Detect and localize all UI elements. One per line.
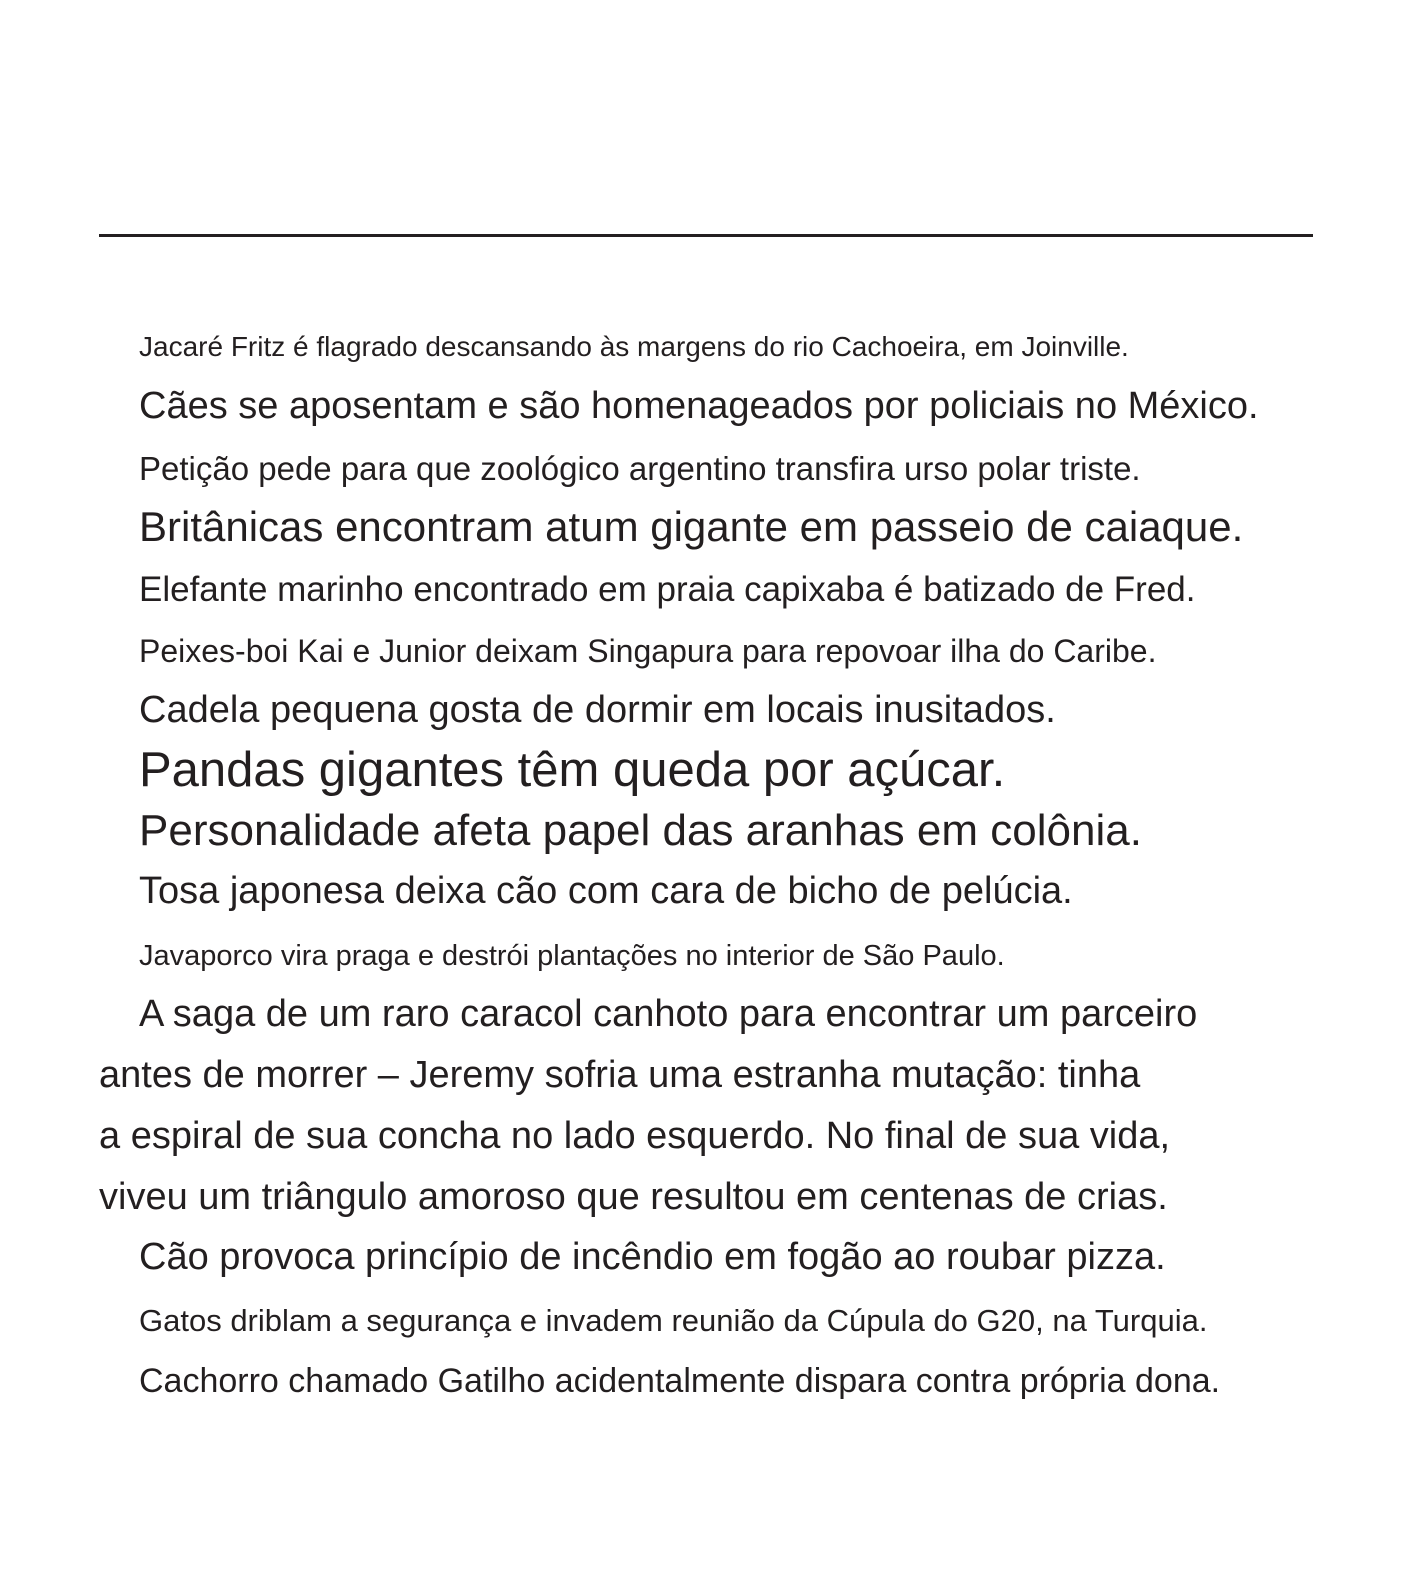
headline-cadela: Cadela pequena gosta de dormir em locais inusitados. — [139, 689, 1056, 731]
headline-tosa: Tosa japonesa deixa cão com cara de bicho de pelúcia. — [139, 870, 1073, 912]
headline-britanicas: Britânicas encontram atum gigante em passeio de caiaque. — [139, 503, 1244, 550]
paragraph-line: a espiral de sua concha no lado esquerdo. No final de sua vida, — [99, 1115, 1171, 1157]
paragraph-line: antes de morrer – Jeremy sofria uma estranha mutação: tinha — [99, 1054, 1141, 1096]
headline-personalidade: Personalidade afeta papel das aranhas em colônia. — [139, 806, 1142, 855]
headline-peixes-boi: Peixes-boi Kai e Junior deixam Singapura para repovoar ilha do Caribe. — [139, 633, 1157, 669]
headline-cachorro-gatilho: Cachorro chamado Gatilho acidentalmente dispara contra própria dona. — [139, 1362, 1221, 1400]
headline-peticao: Petição pede para que zoológico argentino transfira urso polar triste. — [139, 450, 1141, 487]
headline-pandas: Pandas gigantes têm queda por açúcar. — [139, 743, 1006, 797]
paragraph-line: A saga de um raro caracol canhoto para encontrar um parceiro — [139, 993, 1198, 1035]
horizontal-rule — [99, 234, 1313, 237]
headline-jacare: Jacaré Fritz é flagrado descansando às margens do rio Cachoeira, em Joinville. — [139, 331, 1129, 362]
paragraph-caracol — [99, 984, 1329, 1228]
headline-caes: Cães se aposentam e são homenageados por policiais no México. — [139, 385, 1259, 427]
headline-cao-pizza: Cão provoca princípio de incêndio em fogão ao roubar pizza. — [139, 1236, 1166, 1278]
headline-elefante: Elefante marinho encontrado em praia capixaba é batizado de Fred. — [139, 570, 1196, 609]
headline-javaporco: Javaporco vira praga e destrói plantações no interior de São Paulo. — [139, 940, 1005, 972]
headline-gatos-g20: Gatos driblam a segurança e invadem reunião da Cúpula do G20, na Turquia. — [139, 1303, 1208, 1338]
paragraph-line: viveu um triângulo amoroso que resultou em centenas de crias. — [99, 1176, 1168, 1218]
